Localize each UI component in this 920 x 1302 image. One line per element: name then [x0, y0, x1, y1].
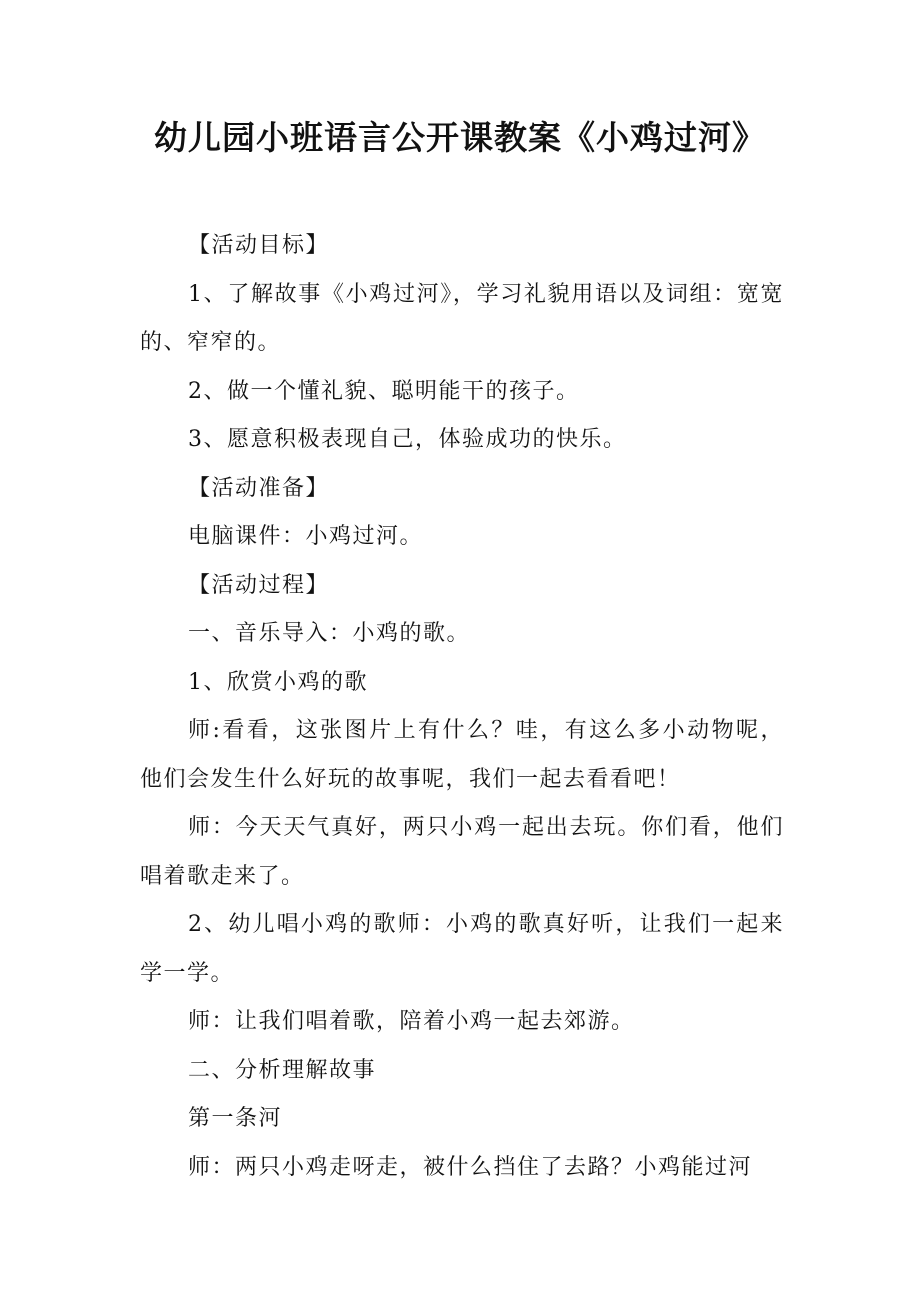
paragraph: 1、欣赏小鸡的歌 — [188, 669, 368, 695]
section-heading-process: 【活动过程】 — [188, 572, 330, 598]
section-heading-goals: 【活动目标】 — [188, 233, 330, 258]
paragraph: 电脑课件：小鸡过河。 — [188, 524, 424, 549]
paragraph: 二、分析理解故事 — [188, 1057, 377, 1083]
paragraph: 第一条河 — [188, 1106, 283, 1131]
paragraph: 2、做一个懂礼貌、聪明能干的孩子。 — [188, 378, 580, 404]
paragraph: 师:看看，这张图片上有什么？哇，有这么多小动物呢，他们会发生什么好玩的故事呢，我们一起去看看吧！ — [140, 718, 784, 792]
paragraph: 3、愿意积极表现自己，体验成功的快乐。 — [188, 427, 627, 452]
paragraph: 师：两只小鸡走呀走，被什么挡住了去路？小鸡能过河 — [188, 1154, 753, 1180]
paragraph: 2、幼儿唱小鸡的歌师：小鸡的歌真好听，让我们一起来学一学。 — [140, 912, 784, 986]
paragraph: 师：今天天气真好，两只小鸡一起出去玩。你们看，他们唱着歌走来了。 — [140, 815, 784, 889]
paragraph: 一、音乐导入：小鸡的歌。 — [188, 621, 471, 646]
document-title: 幼儿园小班语言公开课教案《小鸡过河》 — [154, 118, 766, 157]
paragraph: 1、了解故事《小鸡过河》，学习礼貌用语以及词组：宽宽的、窄窄的。 — [140, 281, 784, 355]
paragraph: 师：让我们唱着歌，陪着小鸡一起去郊游。 — [188, 1009, 635, 1034]
document-body — [140, 222, 784, 1192]
section-heading-preparation: 【活动准备】 — [188, 475, 330, 501]
